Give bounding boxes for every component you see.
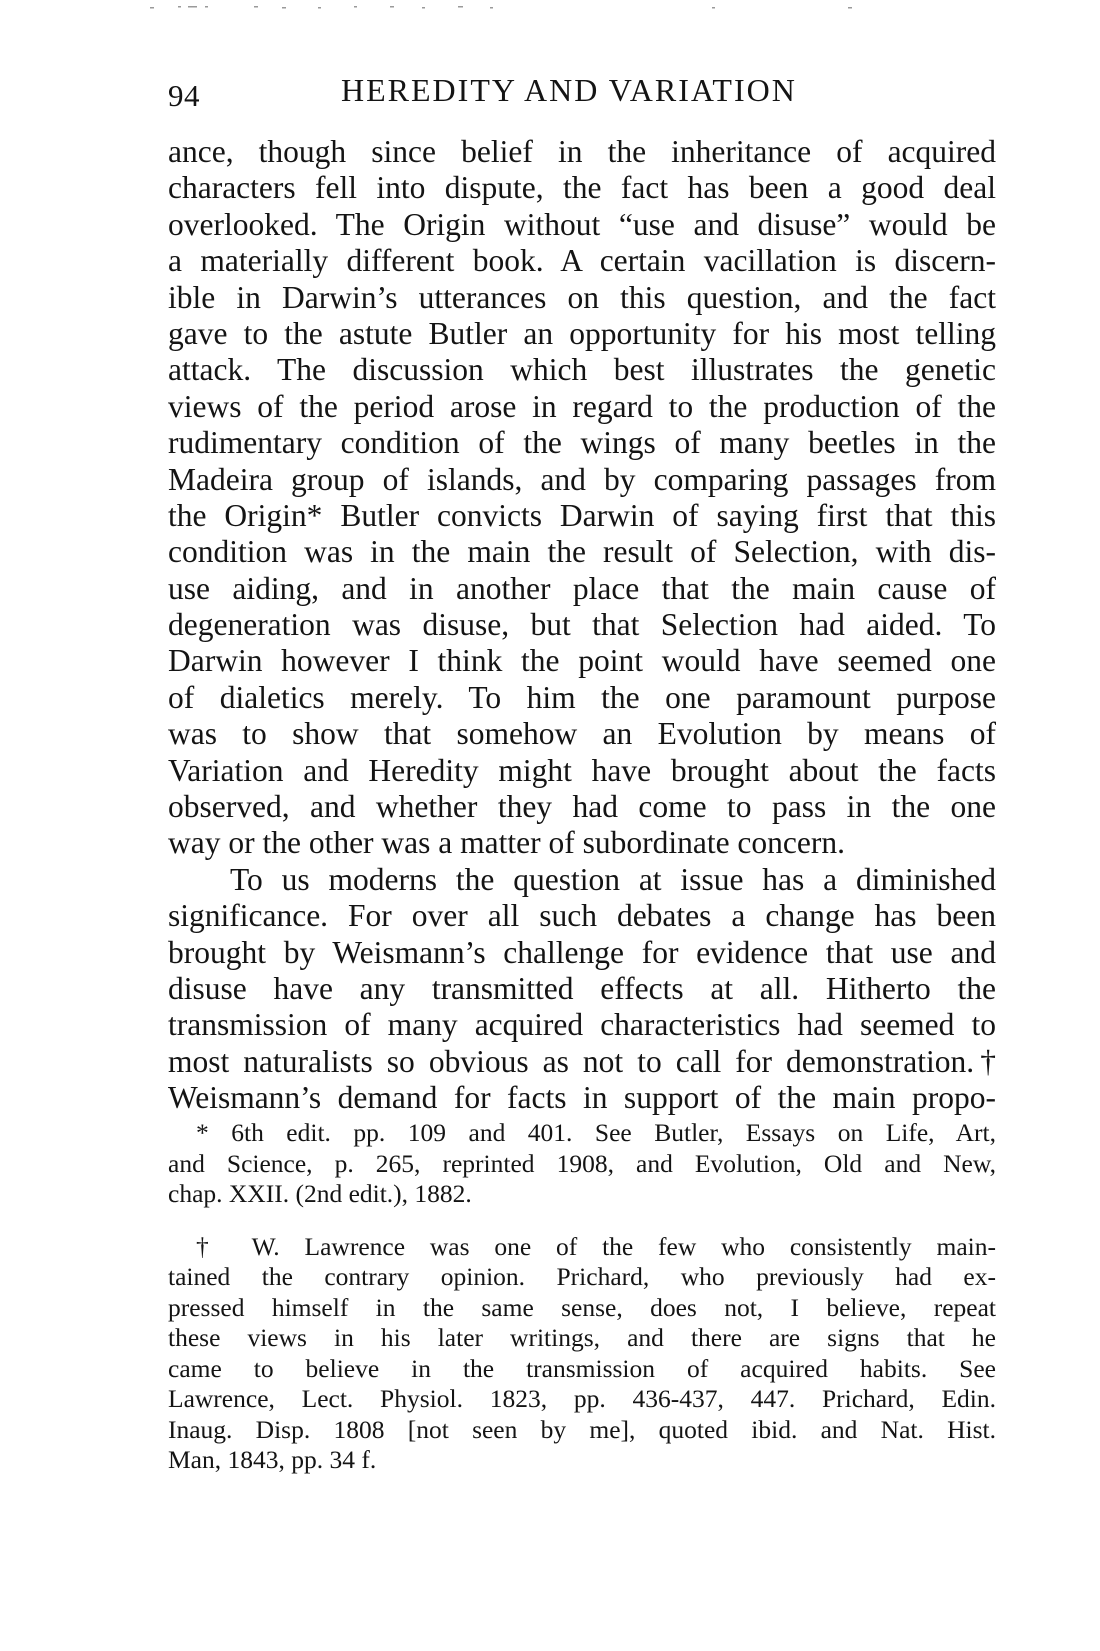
text-line: way or the other was a matter of subordinate concern. (168, 825, 845, 861)
text-line: the Origin* Butler convicts Darwin of saying first that this (168, 497, 996, 533)
text-line: ance, though since belief in the inheritance of acquired (168, 134, 996, 169)
text-line: brought by Weismann’s challenge for evidence that use and (168, 934, 996, 970)
scan-speck-marks (0, 0, 1100, 20)
text-line: was to show that somehow an Evolution by means of (168, 716, 996, 752)
text-line: condition was in the main the result of Selection, with dis- (168, 534, 996, 570)
page-number: 94 (168, 78, 200, 113)
text-line: of dialetics merely. To him the one paramount purpose (168, 679, 996, 715)
text-line: disuse have any transmitted effects at all. Hitherto the (168, 970, 996, 1006)
footnote-line: Lawrence, Lect. Physiol. 1823, pp. 436-437, 447. Prichard, Edin. (168, 1384, 996, 1413)
footnote-line: chap. XXII. (2nd edit.), 1882. (168, 1179, 472, 1208)
text-line: use aiding, and in another place that the main cause of (168, 570, 996, 606)
text-line: observed, and whether they had come to pass in the one (168, 789, 996, 825)
text-line: degeneration was disuse, but that Selection had aided. To (168, 607, 996, 643)
text-line: most naturalists so obvious as not to call for demonstration.† (168, 1043, 996, 1079)
footnote-line: Man, 1843, pp. 34 f. (168, 1445, 377, 1474)
text-line: rudimentary condition of the wings of many beetles in the (168, 425, 996, 461)
text-line: ible in Darwin’s utterances on this question, and the fact (168, 279, 996, 315)
text-line: Darwin however I think the point would have seemed one (168, 643, 996, 679)
footnote-line: Inaug. Disp. 1808 [not seen by me], quoted ibid. and Nat. Hist. (168, 1414, 996, 1444)
text-line: overlooked. The Origin without “use and disuse” would be (168, 206, 996, 242)
footnotes (168, 1118, 996, 1498)
text-line: views of the period arose in regard to the production of the (168, 388, 996, 424)
footnote-line: and Science, p. 265, reprinted 1908, and Evolution, Old and New, (168, 1148, 996, 1178)
text-line: Weismann’s demand for facts in support of the main propo- (168, 1080, 996, 1116)
text-line: Madeira group of islands, and by comparing passages from (168, 461, 996, 497)
footnote-line: * 6th edit. pp. 109 and 401. See Butler, Essays on Life, Art, (196, 1118, 996, 1147)
text-line: Variation and Heredity might have brought about the facts (168, 752, 996, 788)
footnote-line: tained the contrary opinion. Prichard, who previously had ex- (168, 1262, 996, 1291)
text-line: attack. The discussion which best illustrates the genetic (168, 352, 996, 388)
footnote-line: these views in his later writings, and there are signs that he (168, 1323, 996, 1352)
body-text (168, 134, 996, 1117)
text-line: transmission of many acquired characteristics had seemed to (168, 1007, 996, 1043)
footnote-dagger (168, 1232, 996, 1476)
running-title: HEREDITY AND VARIATION (341, 72, 797, 108)
footnote-line: came to believe in the transmission of acquired habits. See (168, 1353, 996, 1383)
footnote-asterisk (168, 1118, 996, 1210)
paragraph-start-line: To us moderns the question at issue has a diminished (230, 861, 996, 897)
text-line: gave to the astute Butler an opportunity for his most telling (168, 315, 996, 351)
text-line: a materially different book. A certain vacillation is discern- (168, 243, 996, 279)
text-line: significance. For over all such debates a change has been (168, 898, 996, 934)
footnote-line: pressed himself in the same sense, does not, I believe, repeat (168, 1292, 996, 1322)
running-head (168, 72, 1028, 120)
footnote-line: † W. Lawrence was one of the few who consistently main- (196, 1231, 996, 1261)
text-line: characters fell into dispute, the fact has been a good deal (168, 170, 996, 206)
